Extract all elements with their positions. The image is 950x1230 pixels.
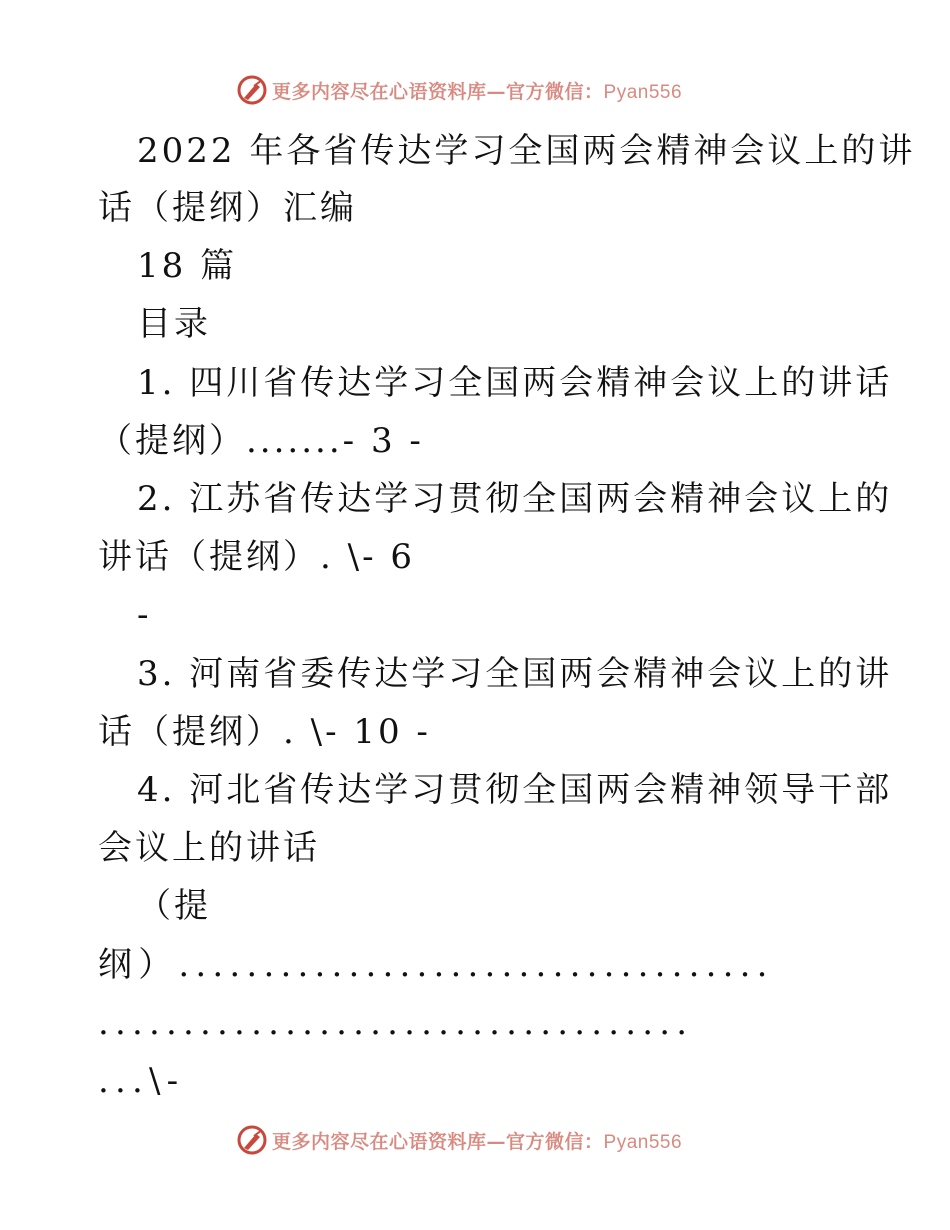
- title-line-1: 2022 年各省传达学习全国两会精神会议上的讲: [137, 131, 916, 171]
- toc-item-4-line-3: （提: [137, 886, 211, 926]
- toc-item-2-line-3: -: [137, 595, 152, 635]
- title-line-2: 话（提纲）汇编: [98, 188, 357, 228]
- toc-item-4-line-2: 会议上的讲话: [98, 828, 320, 868]
- toc-item-4-line-5: ...................................: [98, 1003, 694, 1043]
- toc-item-1-line-2: （提纲）.......- 3 -: [98, 421, 424, 461]
- watermark-header: [236, 73, 682, 107]
- toc-item-4-line-1: 4. 河北省传达学习贯彻全国两会精神领导干部: [137, 770, 893, 810]
- toc-item-4-line-4: 纲）...................................: [98, 945, 774, 985]
- watermark-text: 更多内容尽在心语资料库—官方微信：Pyan556: [272, 80, 683, 103]
- toc-item-3-line-2: 话（提纲）. \- 10 -: [98, 712, 431, 752]
- count-line: 18 篇: [137, 246, 238, 286]
- toc-heading: 目录: [137, 304, 211, 344]
- pen-logo-icon: [236, 1124, 268, 1156]
- toc-item-3-line-1: 3. 河南省委传达学习全国两会精神会议上的讲: [137, 654, 893, 694]
- toc-item-2-line-1: 2. 江苏省传达学习贯彻全国两会精神会议上的: [137, 479, 893, 519]
- toc-item-2-line-2: 讲话（提纲）. \- 6: [98, 537, 415, 577]
- watermark-id: Pyan556: [603, 81, 683, 103]
- toc-item-1-line-1: 1. 四川省传达学习全国两会精神会议上的讲话: [137, 363, 893, 403]
- watermark-id: Pyan556: [603, 1131, 683, 1153]
- pen-logo-icon: [236, 74, 268, 106]
- toc-item-4-line-6: ...\-: [98, 1061, 185, 1101]
- watermark-text: 更多内容尽在心语资料库—官方微信：Pyan556: [272, 1130, 683, 1153]
- watermark-footer: [236, 1123, 682, 1157]
